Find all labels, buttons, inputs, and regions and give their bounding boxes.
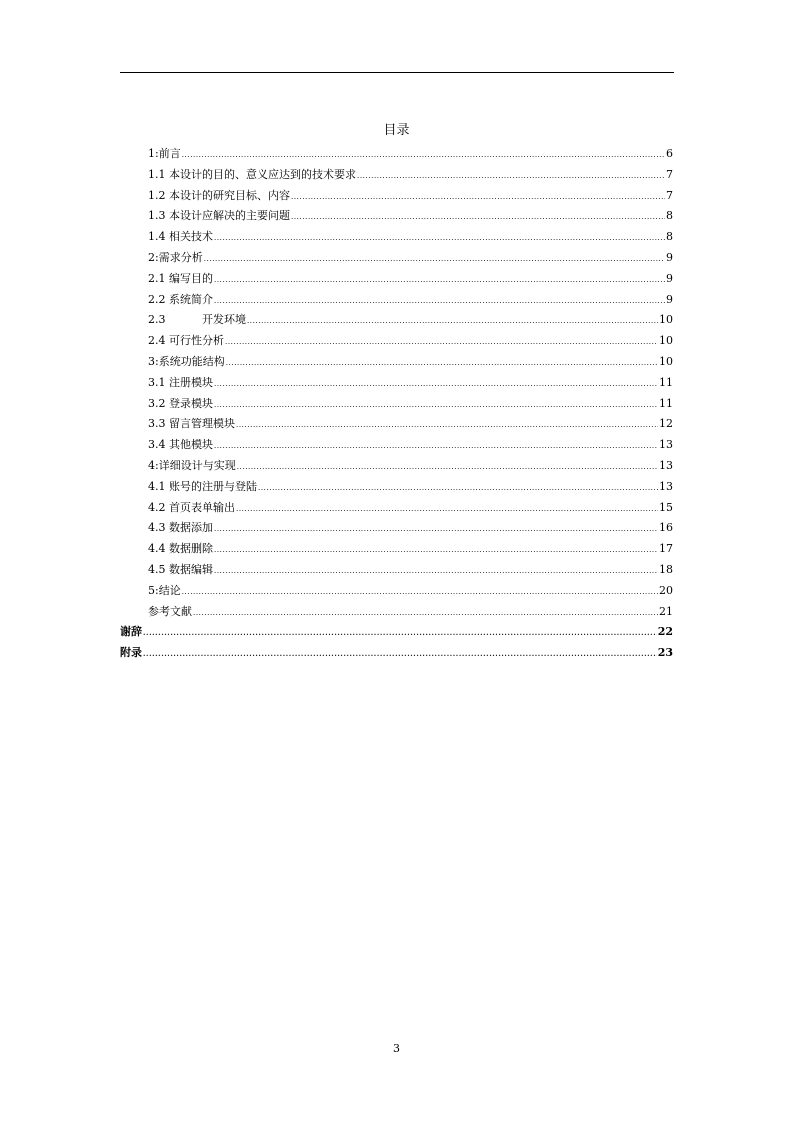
toc-leader-dots <box>214 376 658 392</box>
toc-entry[interactable] <box>148 229 673 245</box>
toc-entry-label: 1.1 本设计的目的、意义应达到的技术要求 <box>148 167 356 181</box>
toc-entry-label: 1.2 本设计的研究目标、内容 <box>148 188 290 202</box>
toc-entry-label: 2.2 系统简介 <box>148 292 213 306</box>
toc-entry-label: 附录 <box>120 646 142 660</box>
toc-entry-page: 21 <box>659 604 673 618</box>
toc-entry[interactable] <box>148 292 673 308</box>
toc-entry-top-level[interactable] <box>120 624 673 640</box>
toc-entry-page: 18 <box>659 563 673 576</box>
toc-entry-page: 22 <box>657 625 673 639</box>
toc-entry[interactable] <box>148 458 673 474</box>
toc-leader-dots <box>143 646 657 662</box>
toc-leader-dots <box>214 230 665 246</box>
toc-entry-page: 6 <box>666 147 673 160</box>
toc-leader-dots <box>236 417 658 433</box>
toc-entry-page: 11 <box>659 396 673 410</box>
toc-leader-dots <box>225 334 658 350</box>
toc-leader-dots <box>236 501 658 517</box>
toc-entry-top-level[interactable] <box>120 645 673 661</box>
toc-entry-label: 4.1 账号的注册与登陆 <box>148 479 257 493</box>
toc-entry-label: 4.5 数据编辑 <box>148 563 213 576</box>
toc-entry-page: 13 <box>659 438 673 452</box>
toc-entry[interactable] <box>148 541 673 557</box>
toc-entry[interactable] <box>148 333 673 349</box>
toc-entry-page: 15 <box>659 500 673 514</box>
toc-entry-page: 16 <box>659 521 673 535</box>
toc-entry[interactable] <box>148 167 673 183</box>
toc-entry-label: 5:结论 <box>148 583 181 597</box>
toc-entry[interactable] <box>148 583 673 599</box>
toc-entry-page: 10 <box>659 313 673 327</box>
toc-entry[interactable] <box>148 396 673 412</box>
toc-entry[interactable] <box>148 562 673 578</box>
toc-entry-label: 2:需求分析 <box>148 251 203 264</box>
toc-entry[interactable] <box>148 479 673 495</box>
toc-leader-dots <box>182 584 658 600</box>
toc-entry-page: 9 <box>666 292 673 306</box>
toc-entry[interactable] <box>148 271 673 287</box>
toc-leader-dots <box>214 521 658 537</box>
toc-leader-dots <box>214 438 658 454</box>
toc-title: 目录 <box>383 123 410 138</box>
toc-leader-dots <box>143 625 657 641</box>
toc-leader-dots <box>258 480 658 496</box>
toc-entry[interactable] <box>148 604 673 620</box>
toc-entry[interactable] <box>148 520 673 536</box>
toc-leader-dots <box>214 272 665 288</box>
header-rule <box>120 72 674 73</box>
toc-entry[interactable] <box>148 312 673 328</box>
toc-entry-label: 4:详细设计与实现 <box>148 459 236 472</box>
toc-entry-label: 谢辞 <box>120 625 142 639</box>
toc-entry[interactable] <box>148 250 673 266</box>
toc-entry-label: 3:系统功能结构 <box>148 355 225 368</box>
toc-entry-page: 7 <box>666 167 673 181</box>
toc-entry[interactable] <box>148 208 673 224</box>
toc-entry-label: 1.3 本设计应解决的主要问题 <box>148 209 290 223</box>
toc-leader-dots <box>182 147 665 163</box>
toc-entry-label: 3.2 登录模块 <box>148 396 213 410</box>
toc-entry-page: 17 <box>659 542 673 556</box>
toc-entry[interactable] <box>148 146 673 162</box>
toc-leader-dots <box>357 168 665 184</box>
toc-leader-dots <box>226 355 658 371</box>
toc-leader-dots <box>193 605 658 621</box>
toc-leader-dots <box>214 397 658 413</box>
toc-entry[interactable] <box>148 500 673 516</box>
page-number: 3 <box>393 1042 400 1055</box>
toc-entry[interactable] <box>148 437 673 453</box>
toc-leader-dots <box>214 293 665 309</box>
toc-entry-label: 1:前言 <box>148 147 181 160</box>
toc-entry-label: 3.1 注册模块 <box>148 375 213 389</box>
toc-leader-dots <box>214 542 658 558</box>
toc-leader-dots <box>247 313 658 329</box>
toc-leader-dots <box>291 209 665 225</box>
toc-entry[interactable] <box>148 354 673 370</box>
toc-entry-label: 2.1 编写目的 <box>148 271 213 285</box>
toc-entry-page: 10 <box>659 334 673 348</box>
toc-entry-label: 4.2 首页表单输出 <box>148 500 235 514</box>
toc-entry-page: 12 <box>659 417 673 431</box>
toc-leader-dots <box>214 563 658 579</box>
toc-entry-label-continued: 开发环境 <box>201 313 246 327</box>
toc-entry-label: 2.3 <box>148 313 166 327</box>
toc-entry-label: 3.4 其他模块 <box>148 438 213 452</box>
toc-entry-page: 10 <box>659 355 673 368</box>
toc-entry-page: 23 <box>657 646 673 660</box>
toc-entry-page: 8 <box>666 209 673 223</box>
toc-entry[interactable] <box>148 188 673 204</box>
toc-entry-page: 11 <box>659 375 673 389</box>
toc-entry-label: 2.4 可行性分析 <box>148 334 224 348</box>
toc-leader-dots <box>291 189 665 205</box>
toc-entry[interactable] <box>148 416 673 432</box>
toc-entry-page: 9 <box>666 251 673 264</box>
toc-entry-page: 8 <box>666 230 673 244</box>
toc-entry[interactable] <box>148 375 673 391</box>
toc-entry-label: 3.3 留言管理模块 <box>148 417 235 431</box>
toc-entry-label: 参考文献 <box>148 604 192 618</box>
toc-entry-page: 13 <box>659 459 673 472</box>
toc-entry-label: 4.3 数据添加 <box>148 521 213 535</box>
toc-leader-dots <box>204 251 665 267</box>
toc-entry-page: 13 <box>659 479 673 493</box>
toc-entry-page: 9 <box>666 271 673 285</box>
toc-leader-dots <box>237 459 658 475</box>
toc-entry-page: 7 <box>666 188 673 202</box>
toc-entry-page: 20 <box>659 583 673 597</box>
toc-entry-label: 1.4 相关技术 <box>148 230 213 244</box>
toc-entry-label: 4.4 数据删除 <box>148 542 213 556</box>
